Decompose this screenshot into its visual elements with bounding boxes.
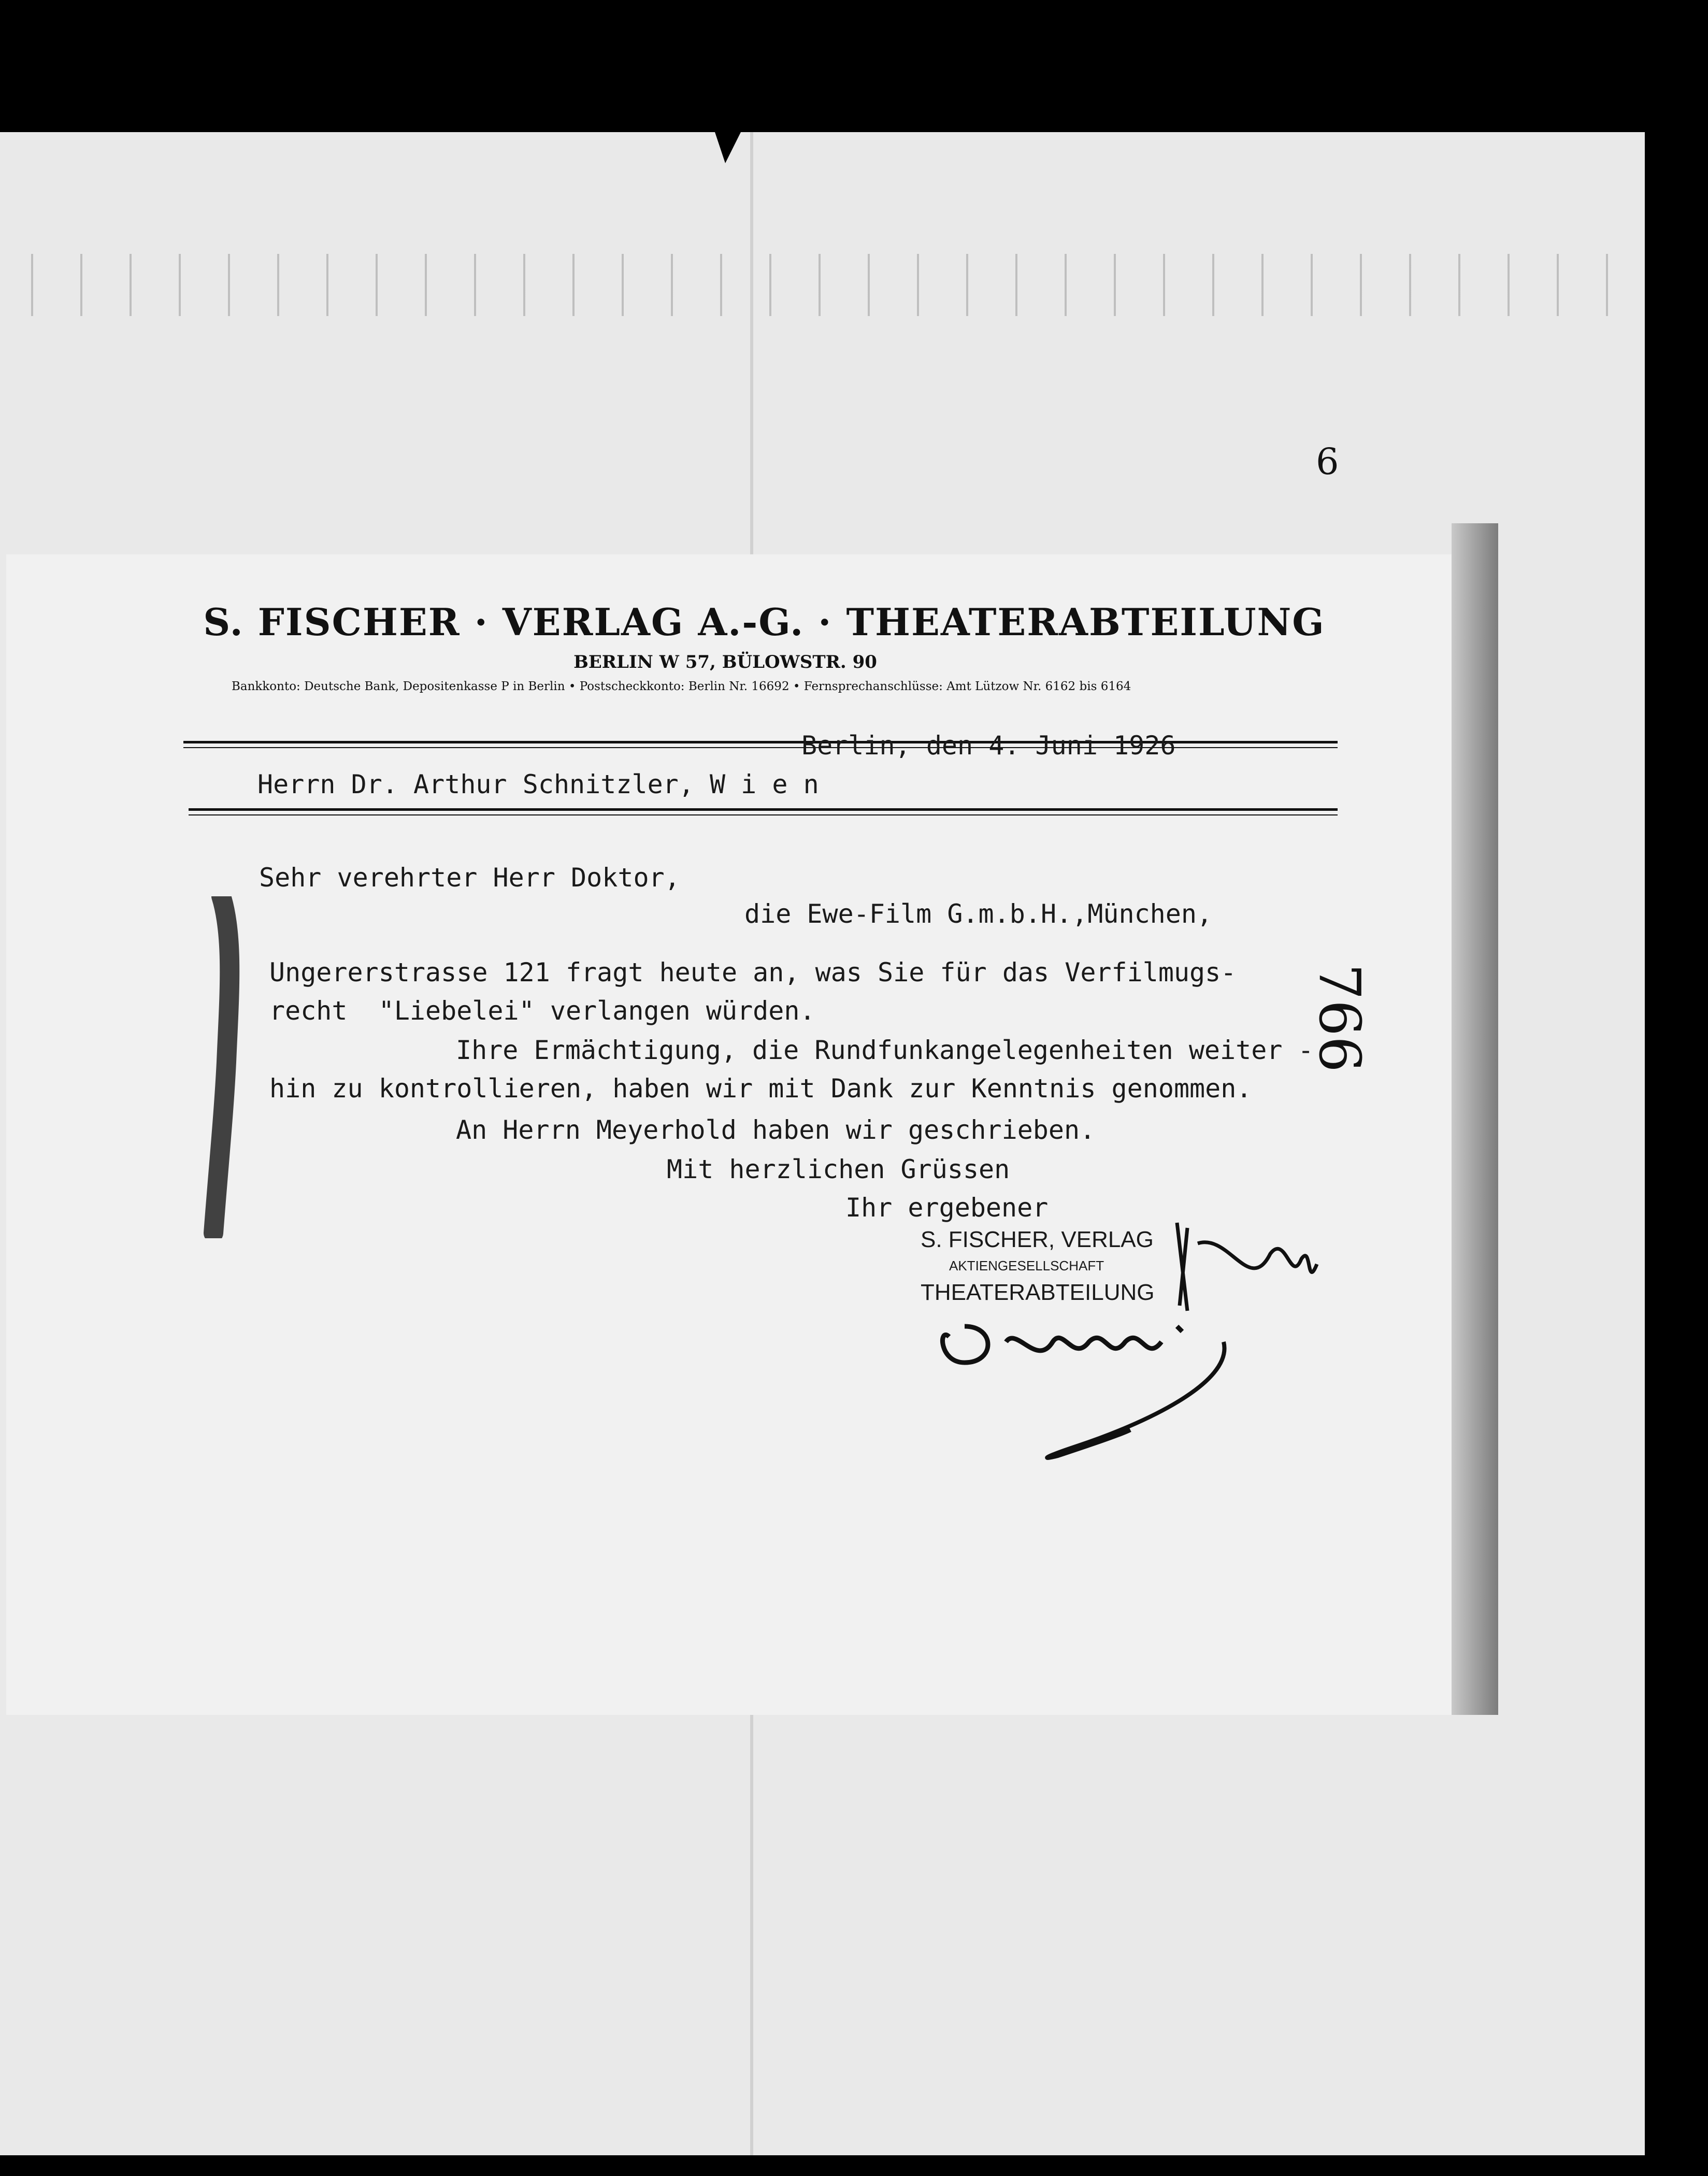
stamp-company-type: AKTIENGESELLSCHAFT [949,1258,1104,1273]
letter-recipient: Herrn Dr. Arthur Schnitzler, W i e n [257,769,819,799]
closing: Mit herzlichen Grüssen [667,1154,1010,1184]
body-line: Ungererstrasse 121 fragt heute an, was Sie für das Verfilmugs- [269,957,1237,987]
bleed-through-text [10,254,1627,316]
pencil-margin-mark [198,896,245,1238]
body-line: Ihre Ermächtigung, die Rundfunkangelegenheiten weiter - [456,1035,1314,1065]
stamp-department: THEATERABTEILUNG [921,1280,1155,1305]
archive-page-number: 6 [1316,440,1339,483]
salutation: Sehr verehrter Herr Doktor, [259,863,680,893]
sign-off: Ihr ergebener [845,1193,1049,1223]
body-line: recht "Liebelei" verlangen würden. [269,996,815,1026]
page-edge-shadow [1452,523,1498,1715]
recipient-rule-top [189,808,1338,811]
letterhead-bank-line: Bankkonto: Deutsche Bank, Depositenkasse P in Berlin • Postscheckkonto: Berlin Nr. 16692 • Fernsprechanschlüsse: Amt Lützow Nr. 6162 bis 6164 [232,680,1131,693]
letterhead-address: BERLIN W 57, BÜLOWSTR. 90 [573,652,877,672]
archive-margin-number: 766 [1307,964,1373,1072]
recipient-rule-bottom [189,814,1338,815]
signature-initials [1167,1212,1322,1316]
body-line: die Ewe-Film G.m.b.H.,München, [744,899,1213,929]
body-line: hin zu kontrollieren, haben wir mit Dank zur Kenntnis genommen. [269,1073,1252,1104]
letterhead-title: S. FISCHER · VERLAG A.-G. · THEATERABTEILUNG [203,600,1325,644]
body-line: An Herrn Meyerhold haben wir geschrieben. [456,1115,1096,1145]
stamp-publisher: S. FISCHER, VERLAG [921,1227,1154,1252]
signature-main [934,1306,1255,1482]
letter-page [6,554,1498,1715]
letter-date: Berlin, den 4. Juni 1926 [801,731,1176,761]
